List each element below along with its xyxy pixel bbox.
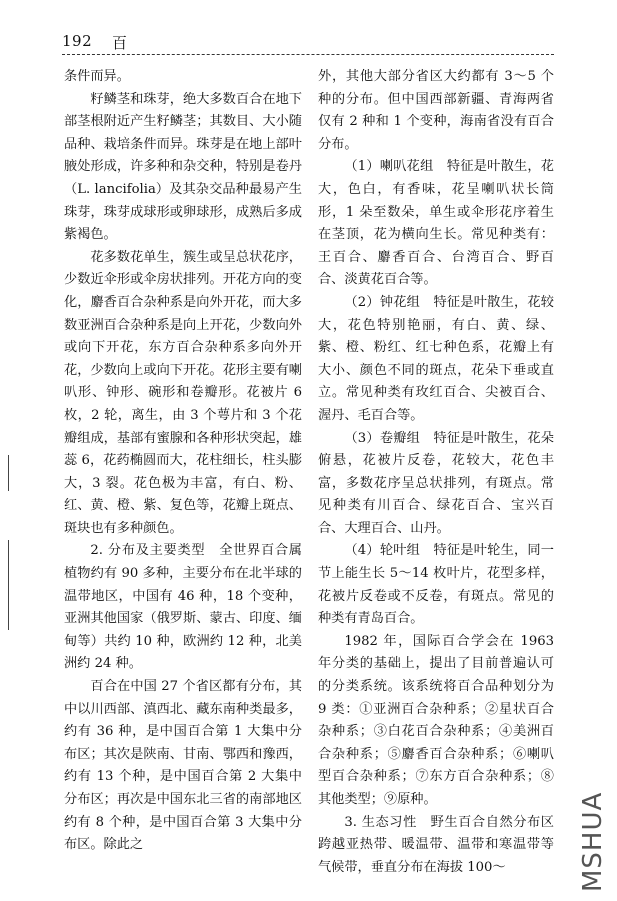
paragraph: 籽鳞茎和珠芽，绝大多数百合在地下部茎根附近产生籽鳞茎；其数目、大小随品种、栽培条件而异。珠芽是在地上部叶腋处形成，许多种和杂交种，特别是卷丹（L. lancifolia）及其杂交品种最易产生珠芽，珠芽成球形或卵球形，成熟后多成紫褐色。 bbox=[64, 91, 302, 243]
header-rule bbox=[62, 54, 554, 55]
paragraph: 花多数花单生，簇生或呈总状花序，少数近伞形或伞房状排列。开花方向的变化，麝香百合杂种系是向外开花，而大多数亚洲百合杂种系是向上开花，少数向外或向下开花，东方百合杂种系多向外开花，少数向上或向下开花。花形主要有喇叭形、钟形、碗形和卷瓣形。花被片 6 枚，2 轮，离生，由 3 个萼片和 3 个花瓣组成，基部有蜜腺和各种形状突起，雄蕊 6，花药椭圆而大，花柱细长，柱头膨大，3 裂。花色极为丰富，有白、粉、红、黄、橙、紫、复色等，花瓣上斑点、斑块也有多种颜色。 bbox=[64, 249, 302, 536]
paragraph: 3. 生态习性 野生百合自然分布区跨越亚热带、暖温带、温带和寒温带等气候带，垂直分布在海拔 100～ bbox=[318, 814, 554, 875]
left-column bbox=[64, 66, 302, 857]
margin-mark bbox=[8, 455, 9, 491]
paragraph: （4）轮叶组 特征是叶轮生，同一节上能生长 5～14 枚叶片，花型多样，花被片反卷或不反卷，有斑点。常见的种类有青岛百合。 bbox=[318, 543, 554, 627]
paragraph: （1）喇叭花组 特征是叶散生，花大，色白，有香味，花呈喇叭状长筒形，1 朵至数朵，单生或伞形花序着生在茎顶，花为横向生长。常见种类有：王百合、麝香百合、台湾百合、野百合、淡黄花百合等。 bbox=[318, 159, 554, 288]
paragraph: 外，其他大部分省区大约都有 3～5 个种的分布。但中国西部新疆、青海两省仅有 2 种和 1 个变种，海南省没有百合分布。 bbox=[318, 69, 554, 152]
paragraph: 2. 分布及主要类型 全世界百合属植物约有 90 多种，主要分布在北半球的温带地区，中国有 46 种，18 个变种，亚洲其他国家（俄罗斯、蒙古、印度、缅甸等）共约 10 种，欧洲约 12 种，北美洲约 24 种。 bbox=[64, 543, 302, 672]
paragraph: （2）钟花组 特征是叶散生，花较大，花色特别艳丽，有白、黄、绿、紫、橙、粉红、红七种色系，花瓣上有大小、颜色不同的斑点，花朵下垂或直立。常见种类有玫红百合、尖被百合、渥丹、毛百合等。 bbox=[318, 294, 554, 423]
margin-mark bbox=[8, 540, 9, 630]
paragraph: （3）卷瓣组 特征是叶散生，花朵俯悬，花被片反卷，花较大，花色丰富，多数花序呈总状排列，有斑点。常见种类有川百合、绿花百合、宝兴百合、大理百合、山丹。 bbox=[318, 430, 554, 536]
page-number: 192 bbox=[62, 32, 93, 50]
watermark: MSHUA bbox=[578, 791, 608, 892]
paragraph: 百合在中国 27 个省区都有分布，其中以川西部、滇西北、藏东南种类最多，约有 36 种，是中国百合第 1 大集中分布区；其次是陕南、甘南、鄂西和豫西，约有 13 个种，是中国百合第 2 大集中分布区；再次是中国东北三省的南部地区约有 8 个种，是中国百合第 3 大集中分布区。除此之 bbox=[64, 679, 302, 853]
paragraph: 条件而异。 bbox=[64, 69, 130, 84]
paragraph: 1982 年，国际百合学会在 1963 年分类的基础上，提出了目前普遍认可的分类系统。该系统将百合品种划分为 9 类：①亚洲百合杂种系；②星状百合杂种系；③白花百合杂种系；④美洲百合杂种系；⑤麝香百合杂种系；⑥喇叭型百合杂种系；⑦东方百合杂种系；⑧其他类型；⑨原种。 bbox=[318, 633, 554, 807]
section-title: 百 bbox=[112, 34, 128, 52]
right-column bbox=[318, 66, 554, 879]
